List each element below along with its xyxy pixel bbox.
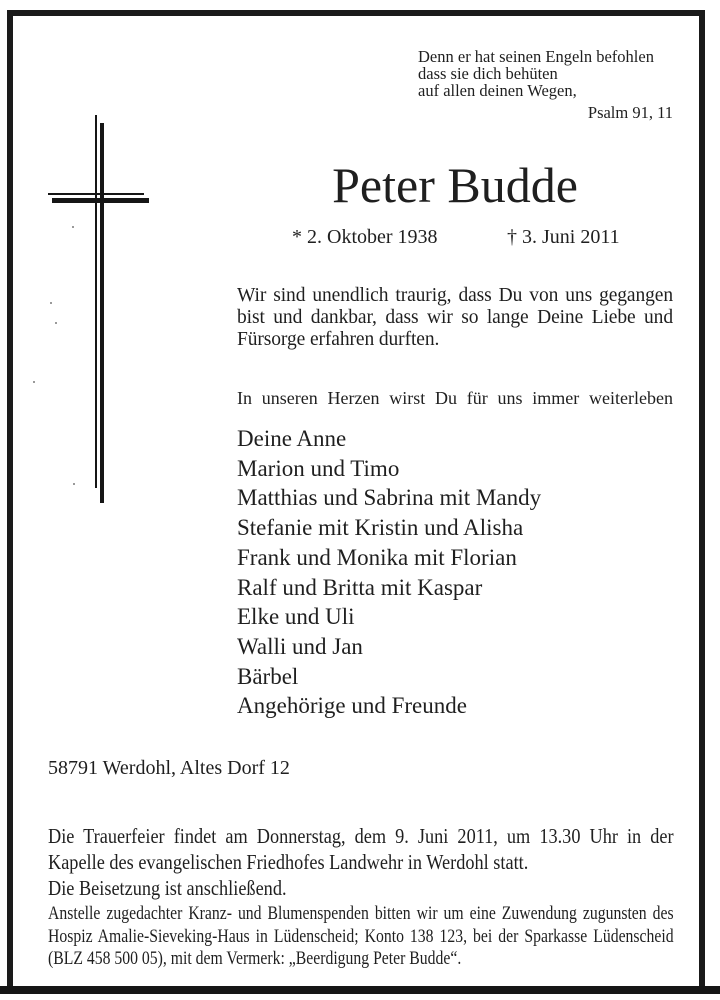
scripture-quote	[418, 49, 673, 122]
mourner-line: Marion und Timo	[237, 455, 400, 481]
scan-bottom-edge	[0, 986, 720, 994]
deceased-name: Peter Budde	[332, 157, 578, 213]
mourner-line: Elke und Uli	[237, 604, 355, 630]
mourner-line: Bärbel	[237, 663, 299, 689]
burial-text: Die Beisetzung ist anschließend.	[48, 876, 287, 900]
mourner-line: Matthias und Sabrina mit Mandy	[237, 485, 542, 511]
home-address: 58791 Werdohl, Altes Dorf 12	[48, 757, 290, 779]
donation-request: Anstelle zugedachter Kranz- und Blumenspenden bitten wir um eine Zuwendung zugunsten des Hospiz Amalie-Sieveking-Haus in Lüdenscheid; Konto 138 123, bei der Sparkasse Lüdenscheid (BLZ 458 500 05), mit dem Vermerk: „Beerdigung Peter Budde“.	[48, 904, 674, 969]
mourner-line: Ralf und Britta mit Kaspar	[237, 574, 483, 600]
tribute-paragraph: Wir sind unendlich traurig, dass Du von uns gegangen bist und dankbar, dass wir so lange Deine Liebe und Fürsorge erfahren durften.	[237, 285, 673, 350]
mourner-line: Walli und Jan	[237, 633, 363, 659]
mourners-list	[237, 424, 677, 721]
mourner-line: Stefanie mit Kristin und Alisha	[237, 515, 524, 541]
quote-line: Denn er hat seinen Engeln befohlen	[418, 47, 654, 66]
birth-date: * 2. Oktober 1938	[292, 226, 438, 248]
cross-horizontal-thin-line	[48, 193, 144, 195]
scan-speck	[72, 226, 74, 228]
quote-line: dass sie dich behüten	[418, 63, 558, 83]
death-date: † 3. Juni 2011	[507, 226, 620, 248]
quote-line: auf allen deinen Wegen,	[418, 80, 577, 100]
funeral-information	[48, 823, 674, 901]
mourner-line: Deine Anne	[237, 426, 347, 451]
scan-speck	[33, 381, 35, 383]
scan-speck	[50, 302, 52, 304]
remembrance-line: In unseren Herzen wirst Du für uns immer weiterleben	[237, 388, 673, 408]
quote-attribution: Psalm 91, 11	[587, 103, 673, 123]
funeral-service-text: Die Trauerfeier findet am Donnerstag, dem 9. Juni 2011, um 13.30 Uhr in der Kapelle des evangelischen Friedhofes Landwehr in Werdohl statt.	[48, 824, 674, 874]
cross-vertical-thin-line	[95, 115, 97, 488]
cross-vertical-thick-line	[100, 123, 104, 503]
cross-horizontal-thick-line	[52, 198, 149, 203]
scan-speck	[73, 483, 75, 485]
scan-speck	[55, 322, 57, 324]
mourner-line: Frank und Monika mit Florian	[237, 544, 517, 570]
mourner-line: Angehörige und Freunde	[237, 693, 467, 719]
